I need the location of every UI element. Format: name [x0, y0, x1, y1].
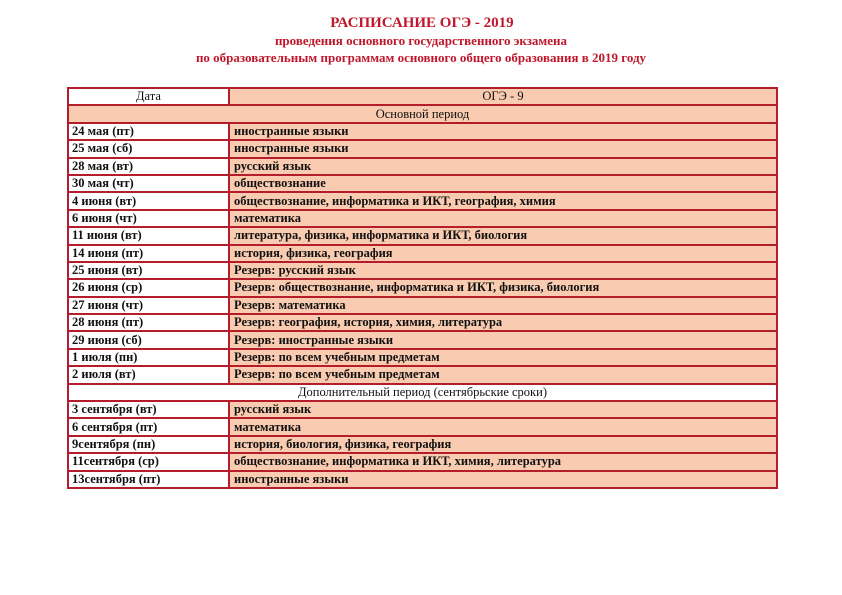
table-row — [68, 471, 777, 488]
exam-date: 13сентября (пт) — [68, 471, 229, 488]
table-row — [68, 366, 777, 383]
exam-date: 28 июня (пт) — [68, 314, 229, 331]
exam-subjects: русский язык — [229, 158, 777, 175]
table-row — [68, 401, 777, 418]
exam-subjects: Резерв: обществознание, информатика и ИКТ, физика, биология — [229, 279, 777, 296]
table-row — [68, 140, 777, 157]
exam-date: 1 июля (пн) — [68, 349, 229, 366]
document-header — [0, 14, 842, 66]
exam-date: 6 июня (чт) — [68, 210, 229, 227]
exam-subjects: Резерв: русский язык — [229, 262, 777, 279]
table-row — [68, 123, 777, 140]
exam-subjects: литература, физика, информатика и ИКТ, биология — [229, 227, 777, 244]
exam-date: 2 июля (вт) — [68, 366, 229, 383]
exam-subjects: иностранные языки — [229, 123, 777, 140]
exam-date: 11сентября (ср) — [68, 453, 229, 470]
exam-subjects: обществознание — [229, 175, 777, 192]
table-row — [68, 418, 777, 435]
exam-date: 26 июня (ср) — [68, 279, 229, 296]
table-row — [68, 245, 777, 262]
exam-date: 9сентября (пн) — [68, 436, 229, 453]
header-exam: ОГЭ - 9 — [229, 88, 777, 105]
header-date: Дата — [68, 88, 229, 105]
exam-subjects: Резерв: география, история, химия, литература — [229, 314, 777, 331]
exam-subjects: Резерв: по всем учебным предметам — [229, 366, 777, 383]
table-row — [68, 331, 777, 348]
exam-subjects: история, физика, география — [229, 245, 777, 262]
main-period-label: Основной период — [68, 105, 777, 122]
exam-subjects: математика — [229, 210, 777, 227]
table-row — [68, 297, 777, 314]
exam-date: 27 июня (чт) — [68, 297, 229, 314]
table-row — [68, 279, 777, 296]
exam-subjects: Резерв: по всем учебным предметам — [229, 349, 777, 366]
table-row — [68, 436, 777, 453]
table-row — [68, 175, 777, 192]
exam-date: 25 июня (вт) — [68, 262, 229, 279]
table-header-row — [68, 88, 777, 105]
exam-date: 3 сентября (вт) — [68, 401, 229, 418]
exam-subjects: обществознание, информатика и ИКТ, химия, литература — [229, 453, 777, 470]
exam-date: 4 июня (вт) — [68, 192, 229, 209]
exam-date: 24 мая (пт) — [68, 123, 229, 140]
additional-period-label: Дополнительный период (сентябрьские сроки) — [68, 384, 777, 401]
table-row — [68, 192, 777, 209]
exam-date: 25 мая (сб) — [68, 140, 229, 157]
exam-date: 29 июня (сб) — [68, 331, 229, 348]
document-title: РАСПИСАНИЕ ОГЭ - 2019 — [330, 15, 514, 31]
table-row — [68, 262, 777, 279]
document-subtitle-line-2: по образовательным программам основного общего образования в 2019 году — [195, 50, 647, 65]
exam-subjects: Резерв: иностранные языки — [229, 331, 777, 348]
table-row — [68, 314, 777, 331]
document-subtitle-line-1: проведения основного государственного экзамена — [274, 33, 568, 48]
exam-subjects: иностранные языки — [229, 140, 777, 157]
main-period-row — [68, 105, 777, 122]
exam-schedule-table — [67, 87, 778, 489]
exam-date: 11 июня (вт) — [68, 227, 229, 244]
table-row — [68, 349, 777, 366]
exam-date: 30 мая (чт) — [68, 175, 229, 192]
table-row — [68, 158, 777, 175]
exam-subjects: Резерв: математика — [229, 297, 777, 314]
table-row — [68, 453, 777, 470]
exam-date: 14 июня (пт) — [68, 245, 229, 262]
table-row — [68, 210, 777, 227]
exam-subjects: русский язык — [229, 401, 777, 418]
exam-date: 6 сентября (пт) — [68, 418, 229, 435]
exam-subjects: история, биология, физика, география — [229, 436, 777, 453]
exam-subjects: иностранные языки — [229, 471, 777, 488]
exam-date: 28 мая (вт) — [68, 158, 229, 175]
table-row — [68, 227, 777, 244]
exam-subjects: обществознание, информатика и ИКТ, география, химия — [229, 192, 777, 209]
additional-period-row — [68, 384, 777, 401]
exam-subjects: математика — [229, 418, 777, 435]
